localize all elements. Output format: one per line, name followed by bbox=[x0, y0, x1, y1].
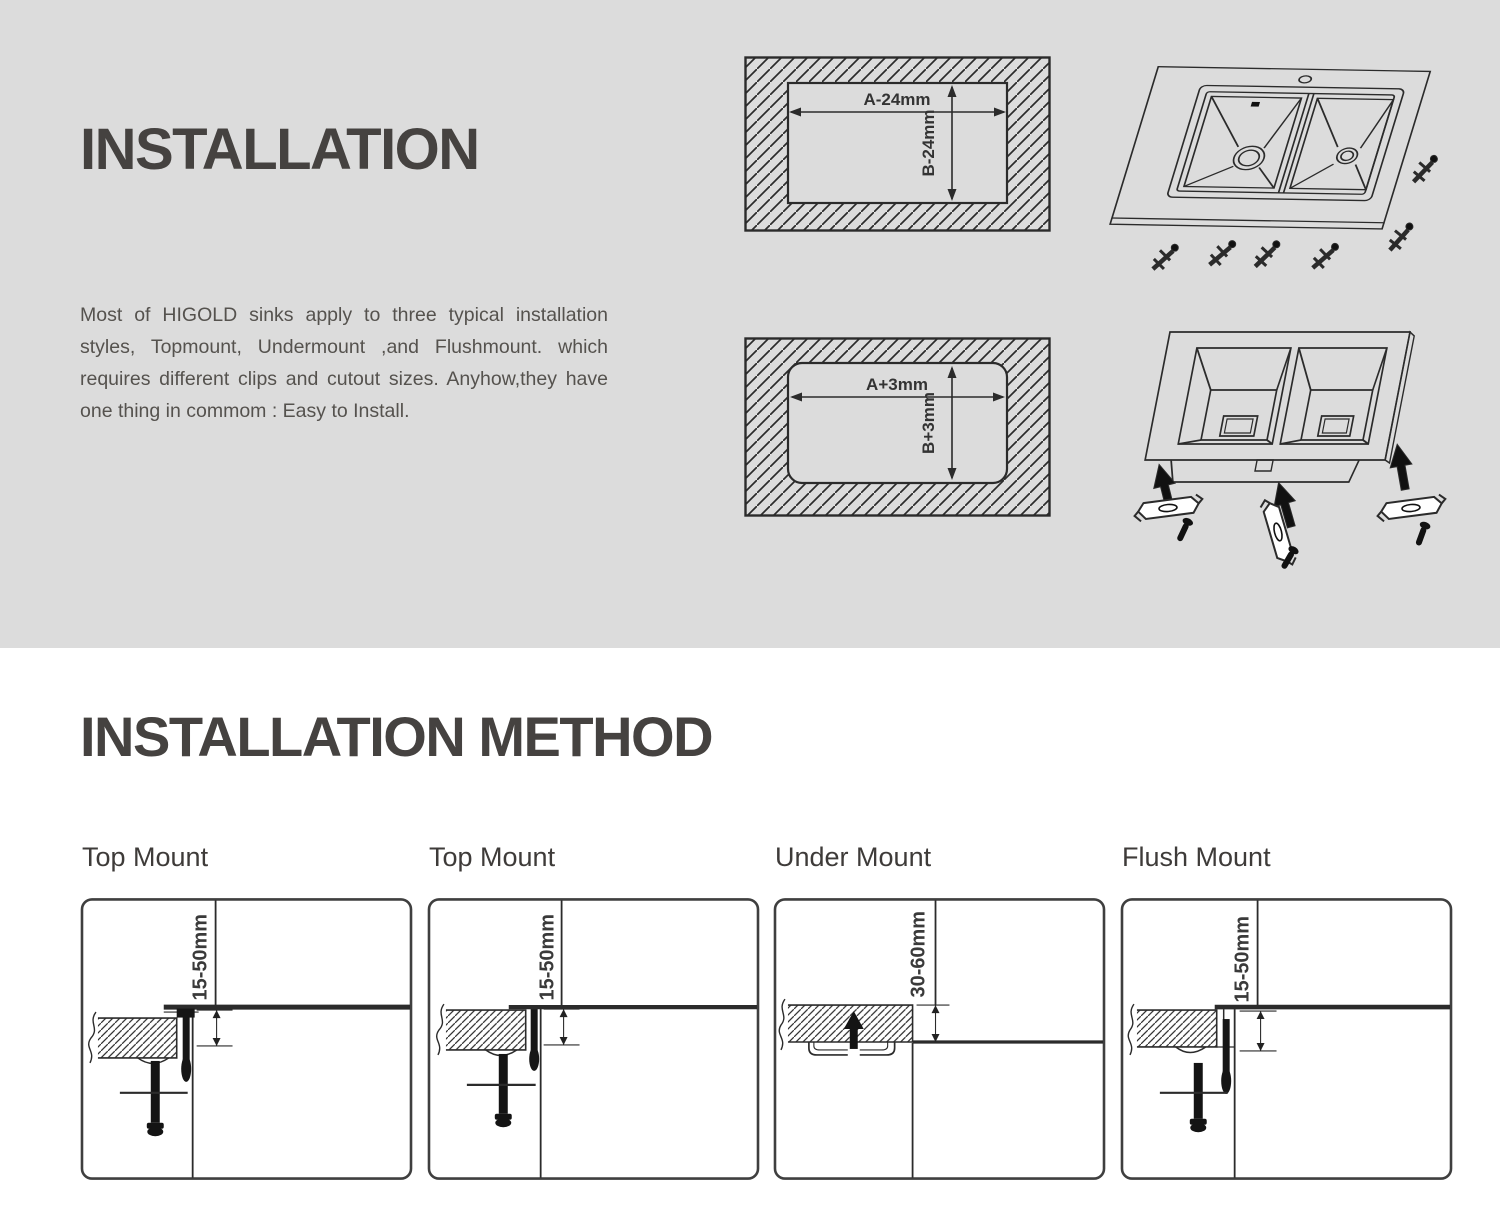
mounting-screw-icon bbox=[1208, 240, 1237, 265]
method-panel-flush-mount bbox=[1120, 897, 1453, 1181]
countertop-section bbox=[1137, 1010, 1217, 1047]
method-label-top-mount-2: Top Mount bbox=[429, 842, 556, 872]
installation-method-title: INSTALLATION METHOD bbox=[80, 705, 713, 768]
method-panel-top-mount-1 bbox=[80, 897, 413, 1181]
installation-title: INSTALLATION bbox=[80, 117, 479, 182]
countertop-section bbox=[98, 1018, 177, 1058]
method-panel-under-mount bbox=[773, 897, 1106, 1181]
clamp-bracket bbox=[1223, 1019, 1230, 1075]
mounting-screw-icon bbox=[1252, 240, 1283, 267]
clip-screw-icon bbox=[1174, 516, 1194, 543]
cutout-width-dimension: A-24mm bbox=[863, 90, 931, 109]
sink-undermount-exploded-illustration bbox=[1100, 318, 1490, 580]
clamp-screw bbox=[1194, 1063, 1203, 1119]
sink-rim-clip bbox=[177, 1009, 195, 1018]
thickness-dimension: 15-50mm bbox=[1231, 916, 1254, 1003]
thickness-dimension: 15-50mm bbox=[189, 914, 212, 1001]
cutout-width-dimension: A+3mm bbox=[866, 375, 928, 394]
countertop-section bbox=[446, 1010, 526, 1050]
method-label-top-mount-1: Top Mount bbox=[82, 842, 209, 872]
clip-screw-icon bbox=[1413, 520, 1432, 547]
cutout-height-dimension: B+3mm bbox=[919, 392, 938, 454]
installation-description: Most of HIGOLD sinks apply to three typical installation styles, Topmount, Undermount ,and Flushmount. which requires different clips and cutout sizes. Anyhow,they have one thing in commom : Easy to Install. bbox=[80, 304, 608, 422]
faucet-hole bbox=[1298, 76, 1312, 83]
left-bowl bbox=[1178, 348, 1291, 444]
cutout-height-dimension: B-24mm bbox=[919, 109, 938, 177]
cutout-diagram-topmount bbox=[744, 56, 1051, 232]
mounting-screw-icon bbox=[1385, 222, 1417, 251]
thickness-dimension: 30-60mm bbox=[907, 911, 930, 998]
sink-topmount-exploded-illustration bbox=[1090, 46, 1490, 341]
mounting-screw-icon bbox=[1311, 243, 1340, 269]
countertop-panel bbox=[1145, 332, 1410, 460]
mounting-screw-icon bbox=[1410, 155, 1441, 183]
method-panel-top-mount-2 bbox=[427, 897, 760, 1181]
mounting-screw-icon bbox=[1151, 244, 1181, 270]
method-label-flush-mount: Flush Mount bbox=[1122, 842, 1271, 872]
up-arrow-icon bbox=[1386, 442, 1416, 491]
cutout-diagram-undermount bbox=[744, 337, 1051, 517]
method-label-under-mount: Under Mount bbox=[775, 842, 932, 872]
thickness-dimension: 15-50mm bbox=[536, 914, 559, 1001]
mounting-clip-icon bbox=[1376, 494, 1447, 522]
